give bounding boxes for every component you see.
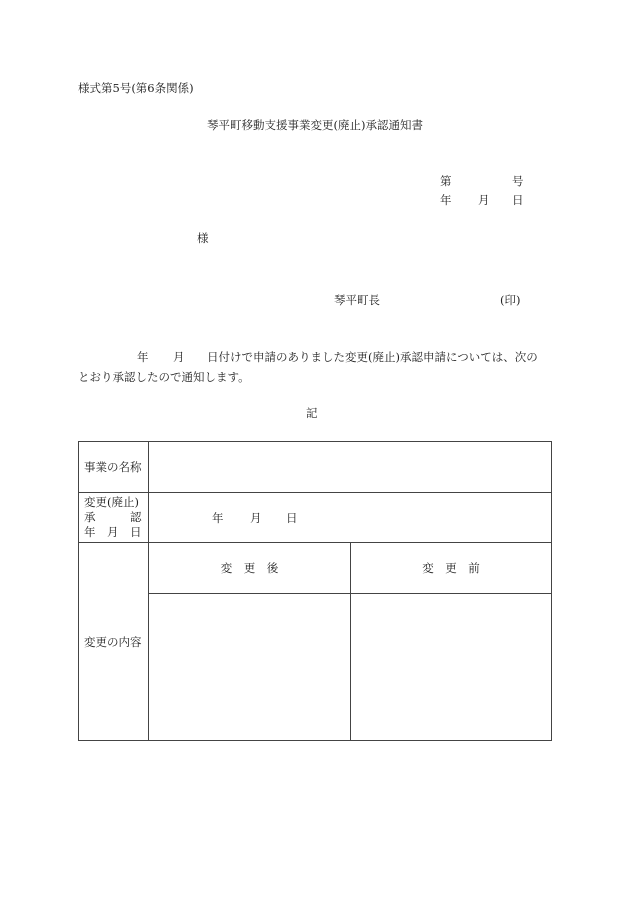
approval-date-label-cell	[79, 493, 149, 543]
approval-date-label-line3: 年 月 日	[84, 525, 142, 539]
after-change-header-cell	[149, 543, 351, 594]
issue-date-day: 日	[512, 193, 524, 207]
reference-number-suffix: 号	[512, 174, 524, 188]
business-name-label-cell	[79, 442, 149, 493]
issuer-seal: (印)	[500, 293, 521, 307]
body-date-year: 年	[137, 350, 149, 364]
reference-number-prefix: 第	[440, 174, 452, 188]
approval-date-year: 年	[212, 510, 224, 525]
before-change-header-cell	[351, 543, 551, 594]
approval-date-label-line1: 変更(廃止)	[84, 495, 139, 509]
business-name-label: 事業の名称	[84, 460, 142, 474]
before-change-header: 変 更 前	[422, 561, 480, 575]
after-change-header: 変 更 後	[220, 561, 279, 575]
form-number: 様式第5号(第6条関係)	[78, 81, 194, 95]
issuer-name: 琴平町長	[334, 293, 380, 307]
body-text-line2: とおり承認したので通知します。	[78, 370, 250, 384]
before-change-content-cell	[351, 594, 551, 740]
approval-date-month: 月	[250, 510, 262, 525]
ki-heading: 記	[306, 406, 318, 420]
recipient-honorific: 様	[197, 231, 209, 245]
change-content-label: 変更の内容	[84, 634, 142, 649]
body-date-month: 月	[173, 350, 185, 364]
approval-table	[78, 441, 552, 741]
issue-date-month: 月	[478, 193, 490, 207]
approval-date-label-line2: 承 認	[84, 510, 142, 524]
approval-date-value-cell	[149, 493, 551, 543]
approval-date-day: 日	[286, 510, 298, 525]
issue-date-year: 年	[440, 193, 452, 207]
document-title: 琴平町移動支援事業変更(廃止)承認通知書	[207, 118, 423, 132]
after-change-content-cell	[149, 594, 351, 740]
body-text-line1: 日付けで申請のありました変更(廃止)承認申請については、次の	[207, 350, 538, 364]
business-name-value-cell	[149, 442, 551, 493]
change-content-label-cell	[79, 543, 149, 740]
